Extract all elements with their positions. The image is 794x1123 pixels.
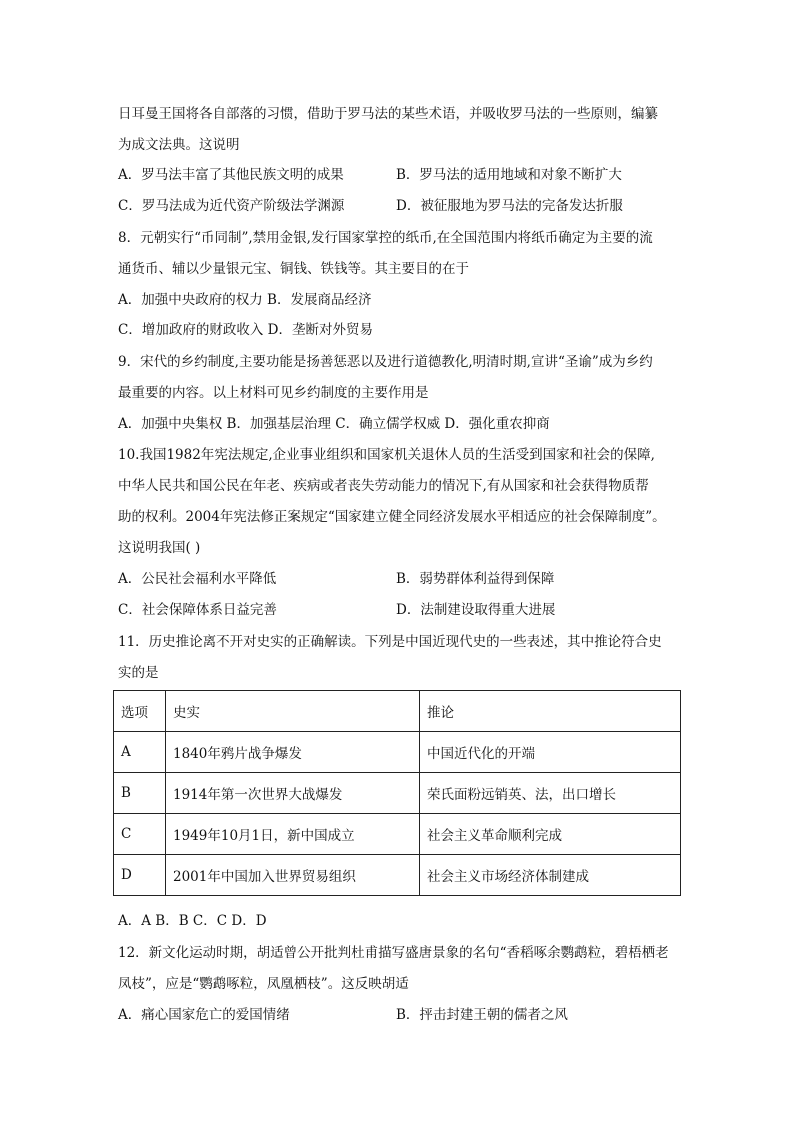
table-cell: 1914年第一次世界大战爆发 [166,773,420,814]
q8-stem-line-2: 通货币、辅以少量银元宝、铜钱、铁钱等。其主要目的在于 [118,261,469,277]
q10-stem-line-3: 助的权利。2004年宪法修正案规定“国家建立健全同经济发展水平相适应的社会保障制度”。 [118,509,666,525]
table-cell: 2001年中国加入世界贸易组织 [166,855,420,896]
q9-stem-line-1: 9．宋代的乡约制度,主要功能是扬善惩恶以及进行道德教化,明清时期,宣讲“圣谕”成为乡约 [118,354,653,370]
q10-stem-line-1: 10.我国1982年宪法规定,企业事业组织和国家机关退休人员的生活受到国家和社会的保障, [118,447,655,463]
q7-stem-line-1: 日耳曼王国将各自部落的习惯，借助于罗马法的某些术语，并吸收罗马法的一些原则，编纂 [118,106,658,122]
q11-options: A．A B．B C．C D．D [118,913,267,929]
table-cell: 1840年鸦片战争爆发 [166,732,420,773]
q9-options: A．加强中央集权 B．加强基层治理 C．确立儒学权威 D．强化重农抑商 [118,416,550,432]
q7-stem-line-2: 为成文法典。这说明 [118,137,240,153]
table-cell: 1949年10月1日，新中国成立 [166,814,420,855]
q9-stem-line-2: 最重要的内容。以上材料可见乡约制度的主要作用是 [118,385,429,401]
table-cell: C [114,814,166,855]
q10-option-b: B．弱势群体利益得到保障 [396,571,555,587]
table-header-cell: 史实 [166,691,420,732]
table-row [114,855,681,896]
q12-option-a: A．痛心国家危亡的爱国情绪 [118,1007,290,1023]
q8-options-ab: A．加强中央政府的权力 B．发展商品经济 [118,292,372,308]
table-row [114,732,681,773]
q7-option-c: C．罗马法成为近代资产阶级法学渊源 [118,198,345,214]
q10-option-a: A．公民社会福利水平降低 [118,571,277,587]
table-cell: 社会主义革命顺利完成 [420,814,681,855]
table-cell: 中国近代化的开端 [420,732,681,773]
table-cell: 社会主义市场经济体制建成 [420,855,681,896]
q8-stem-line-1: 8．元朝实行“币同制”,禁用金银,发行国家掌控的纸币,在全国范围内将纸币确定为主要的流 [118,230,653,246]
q7-option-d: D．被征服地为罗马法的完备发达折服 [396,198,623,214]
q12-stem-line-2: 凤枝”，应是“鹦鹉啄粒，凤凰栖枝”。这反映胡适 [118,976,409,992]
q11-stem-line-1: 11．历史推论离不开对史实的正确解读。下列是中国近现代史的一些表述，其中推论符合史 [118,634,662,650]
q10-stem-line-4: 这说明我国( ) [118,540,201,556]
q12-option-b: B．抨击封建王朝的儒者之风 [396,1007,568,1023]
q10-option-d: D．法制建设取得重大进展 [396,602,556,618]
q11-stem-line-2: 实的是 [118,665,159,681]
table-cell: B [114,773,166,814]
table-header-cell: 选项 [114,691,166,732]
table-header-row [114,691,681,732]
q7-option-b: B．罗马法的适用地域和对象不断扩大 [396,167,622,183]
table-cell: D [114,855,166,896]
table-header-cell: 推论 [420,691,681,732]
table-row [114,773,681,814]
table-row [114,814,681,855]
q10-stem-line-2: 中华人民共和国公民在年老、疾病或者丧失劳动能力的情况下,有从国家和社会获得物质帮 [118,478,649,494]
table-cell: A [114,732,166,773]
q7-option-a: A．罗马法丰富了其他民族文明的成果 [118,167,344,183]
q10-option-c: C．社会保障体系日益完善 [118,602,277,618]
q11-table [113,690,681,896]
q12-stem-line-1: 12．新文化运动时期，胡适曾公开批判杜甫描写盛唐景象的名句“香稻啄余鹦鹉粒，碧梧栖老 [118,945,669,961]
q8-options-cd: C．增加政府的财政收入 D．垄断对外贸易 [118,322,373,338]
table-cell: 荣氏面粉远销英、法，出口增长 [420,773,681,814]
